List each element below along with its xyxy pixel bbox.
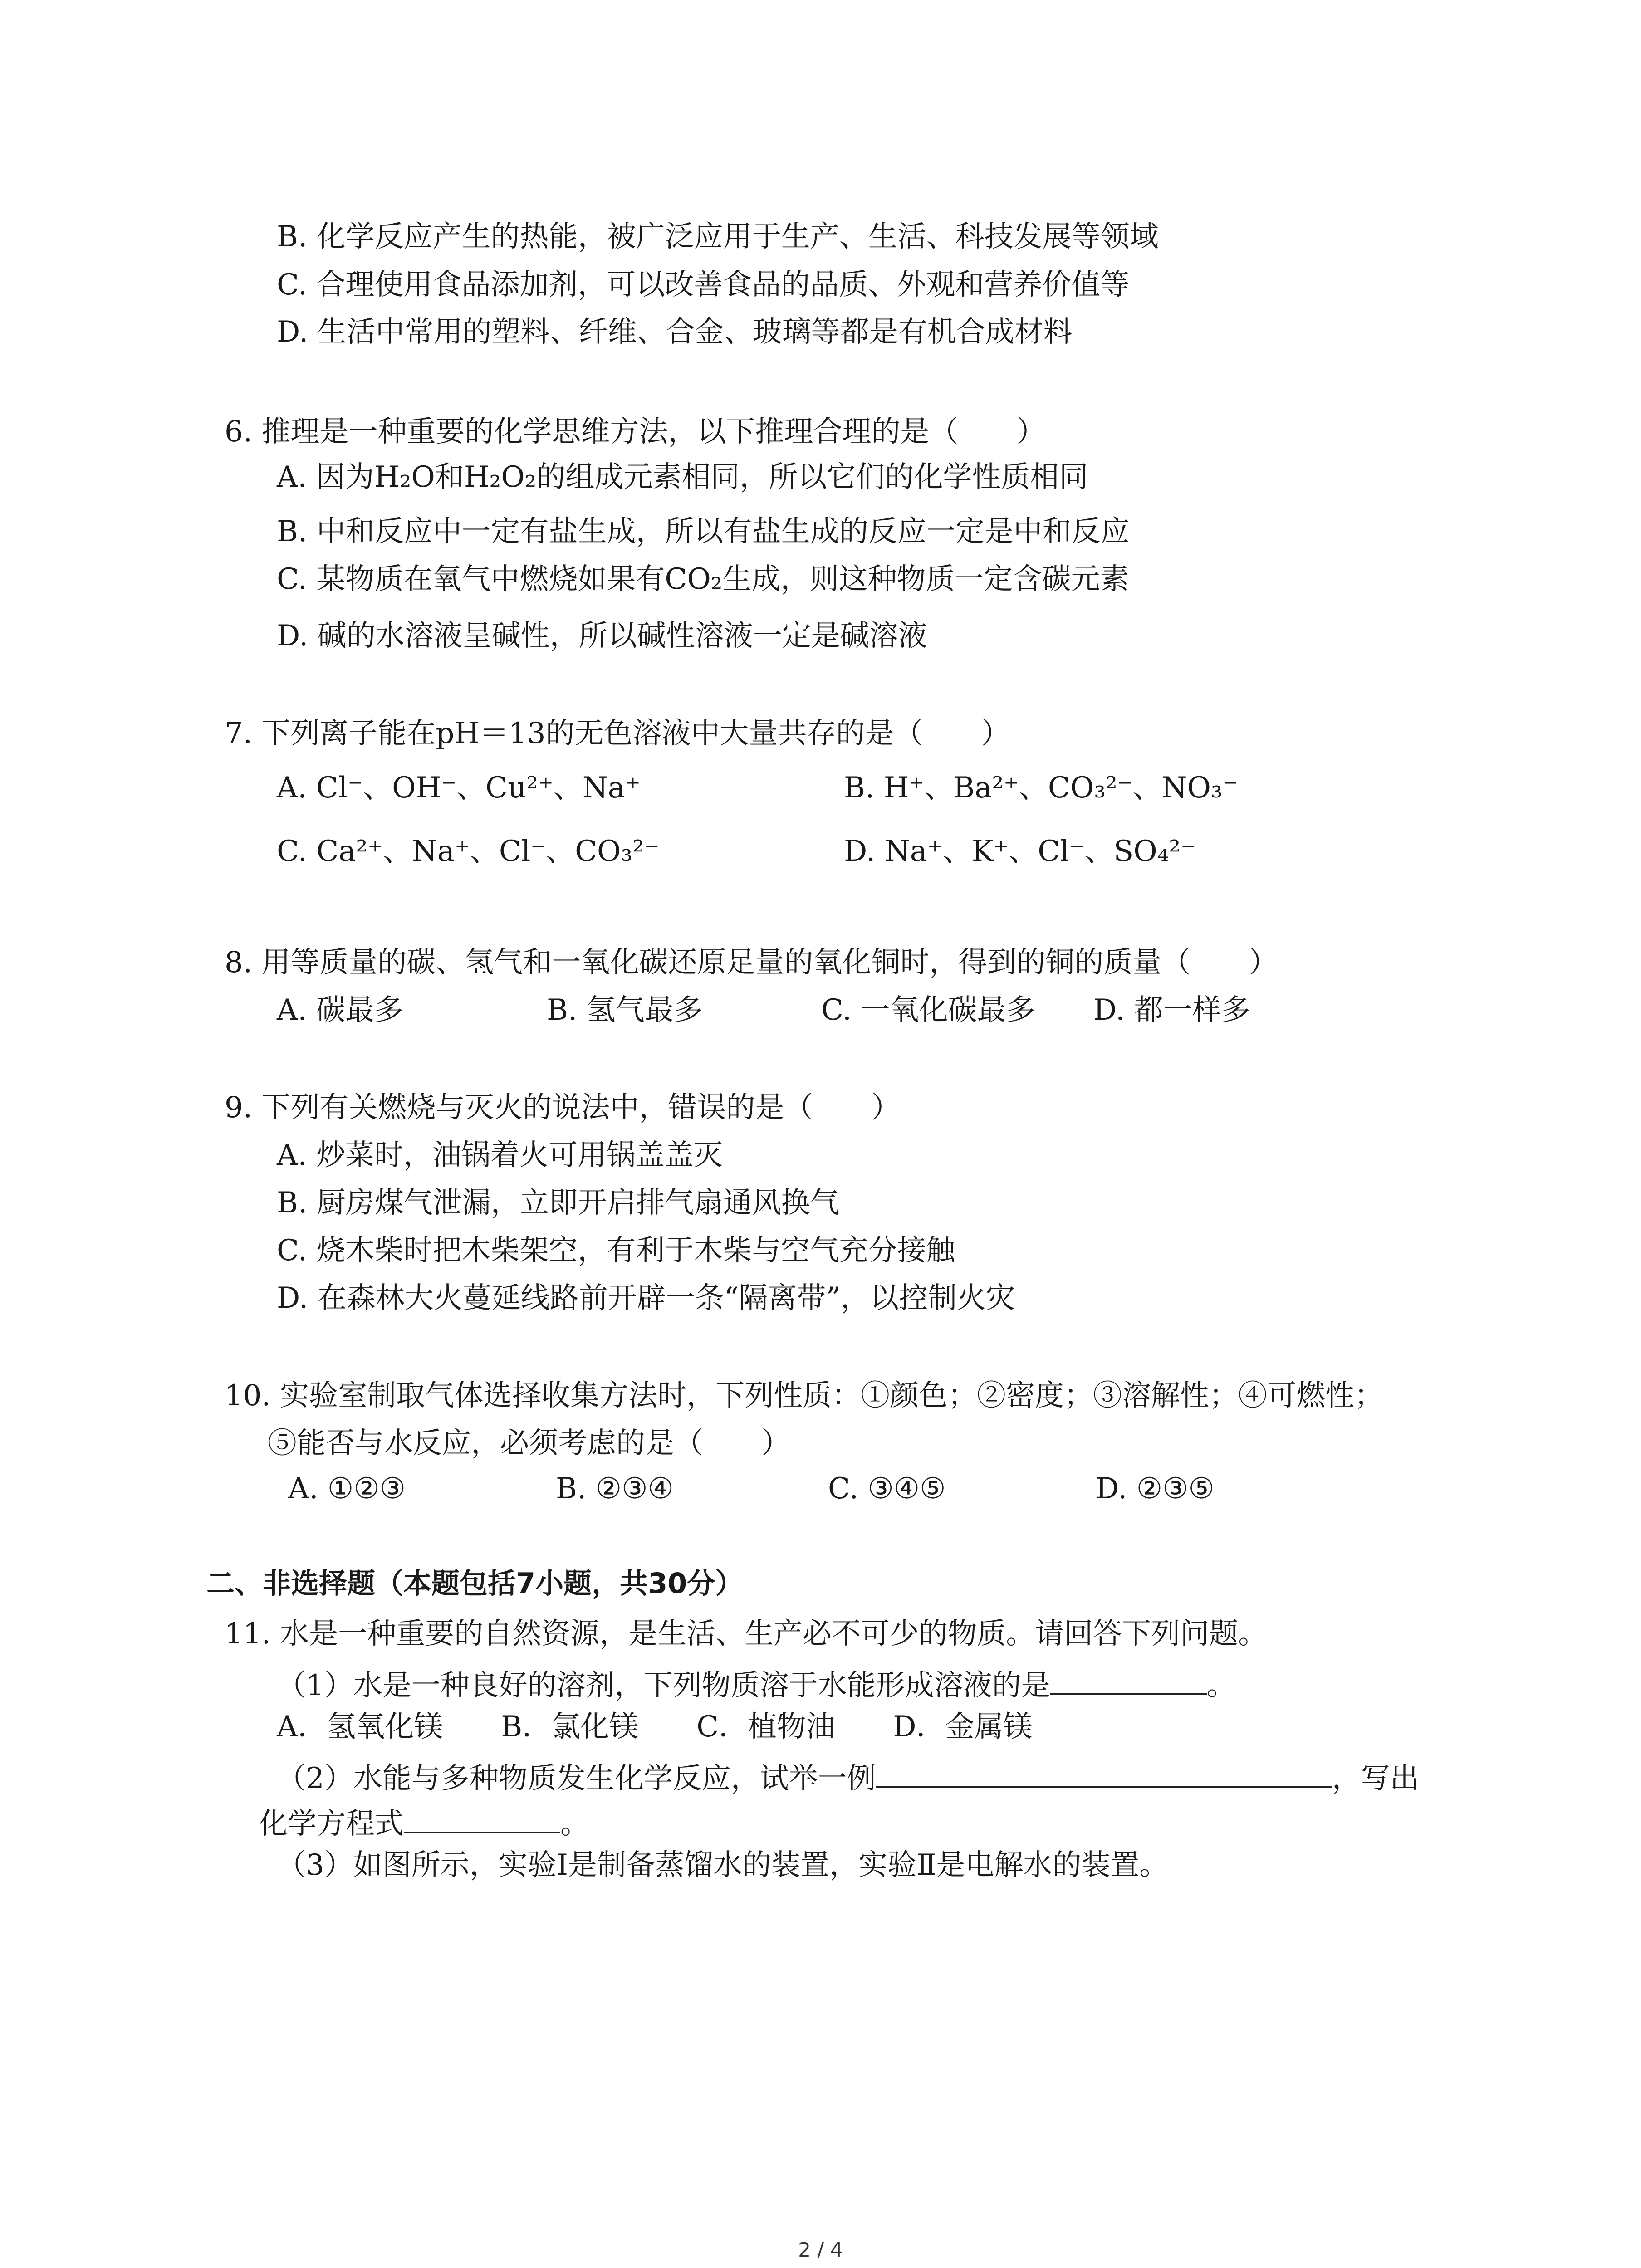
q11-part2-text: （2）水能与多种物质发生化学反应，试举一例 bbox=[277, 1762, 876, 1795]
q9-option-b: B. 厨房煤气泄漏，立即开启排气扇通风换气 bbox=[277, 1186, 839, 1220]
q6-option-c: C. 某物质在氧气中燃烧如果有CO₂生成，则这种物质一定含碳元素 bbox=[277, 562, 1129, 596]
answer-blank[interactable] bbox=[876, 1760, 1332, 1788]
q9-option-d: D. 在森林大火蔓延线路前开辟一条“隔离带”，以控制火灾 bbox=[277, 1281, 1015, 1315]
section-heading: 二、非选择题（本题包括7小题，共30分） bbox=[206, 1567, 744, 1600]
q7-stem: 7. 下列离子能在pH＝13的无色溶液中大量共存的是（ ） bbox=[225, 717, 1010, 750]
q10-option-b: B. ②③④ bbox=[556, 1472, 674, 1505]
q10-option-d: D. ②③⑤ bbox=[1096, 1472, 1215, 1505]
q5-option-d: D. 生活中常用的塑料、纤维、合金、玻璃等都是有机合成材料 bbox=[277, 315, 1073, 349]
q8-option-b: B. 氢气最多 bbox=[547, 993, 703, 1027]
q11-part1 bbox=[277, 1667, 1236, 1700]
q7-option-d: D. Na⁺、K⁺、Cl⁻、SO₄²⁻ bbox=[844, 835, 1196, 868]
q11-part1-end: 。 bbox=[1206, 1669, 1236, 1702]
q9-option-c: C. 烧木柴时把木柴架空，有利于木柴与空气充分接触 bbox=[277, 1234, 955, 1267]
q5-option-c: C. 合理使用食品添加剂，可以改善食品的品质、外观和营养价值等 bbox=[277, 268, 1130, 302]
q8-option-d: D. 都一样多 bbox=[1093, 993, 1250, 1027]
q7-option-b: B. H⁺、Ba²⁺、CO₃²⁻、NO₃⁻ bbox=[844, 771, 1238, 805]
q10-stem-line2: ⑤能否与水反应，必须考虑的是（ ） bbox=[268, 1427, 790, 1460]
q7-option-c: C. Ca²⁺、Na⁺、Cl⁻、CO₃²⁻ bbox=[277, 835, 660, 868]
q7-option-a: A. Cl⁻、OH⁻、Cu²⁺、Na⁺ bbox=[277, 771, 641, 805]
page-number: 2 / 4 bbox=[798, 2239, 843, 2262]
q8-stem: 8. 用等质量的碳、氢气和一氧化碳还原足量的氧化铜时，得到的铜的质量（ ） bbox=[225, 946, 1278, 979]
q6-option-b: B. 中和反应中一定有盐生成，所以有盐生成的反应一定是中和反应 bbox=[277, 515, 1130, 548]
q8-option-c: C. 一氧化碳最多 bbox=[821, 993, 1035, 1027]
q8-option-a: A. 碳最多 bbox=[277, 993, 403, 1027]
q9-stem: 9. 下列有关燃烧与灭火的说法中，错误的是（ ） bbox=[225, 1091, 901, 1124]
q11-part1-options: A．氢氧化镁 B．氯化镁 C．植物油 D．金属镁 bbox=[277, 1710, 1033, 1744]
q10-option-c: C. ③④⑤ bbox=[828, 1472, 946, 1505]
q11-part3: （3）如图所示，实验Ⅰ是制备蒸馏水的装置，实验Ⅱ是电解水的装置。 bbox=[277, 1848, 1169, 1882]
q11-part1-text: （1）水是一种良好的溶剂，下列物质溶于水能形成溶液的是 bbox=[277, 1669, 1050, 1702]
answer-blank[interactable] bbox=[404, 1805, 560, 1833]
q10-stem-line1: 10. 实验室制取气体选择收集方法时，下列性质：①颜色；②密度；③溶解性；④可燃性； bbox=[225, 1379, 1384, 1413]
q11-part2-end: ，写出 bbox=[1332, 1762, 1419, 1795]
q10-option-a: A. ①②③ bbox=[288, 1472, 406, 1505]
q11-equation-text: 化学方程式 bbox=[259, 1807, 404, 1841]
answer-blank[interactable] bbox=[1050, 1667, 1207, 1695]
q9-option-a: A. 炒菜时，油锅着火可用锅盖盖灭 bbox=[277, 1139, 723, 1172]
q5-option-b: B. 化学反应产生的热能，被广泛应用于生产、生活、科技发展等领域 bbox=[277, 220, 1159, 254]
q11-equation-end: 。 bbox=[560, 1807, 589, 1841]
q6-option-a: A. 因为H₂O和H₂O₂的组成元素相同，所以它们的化学性质相同 bbox=[277, 460, 1088, 494]
q11-part2 bbox=[277, 1760, 1419, 1793]
q6-option-d: D. 碱的水溶液呈碱性，所以碱性溶液一定是碱溶液 bbox=[277, 619, 927, 653]
q11-stem: 11. 水是一种重要的自然资源，是生活、生产必不可少的物质。请回答下列问题。 bbox=[225, 1617, 1268, 1651]
q6-stem: 6. 推理是一种重要的化学思维方法，以下推理合理的是（ ） bbox=[225, 415, 1046, 449]
q11-part2-equation bbox=[259, 1805, 589, 1841]
